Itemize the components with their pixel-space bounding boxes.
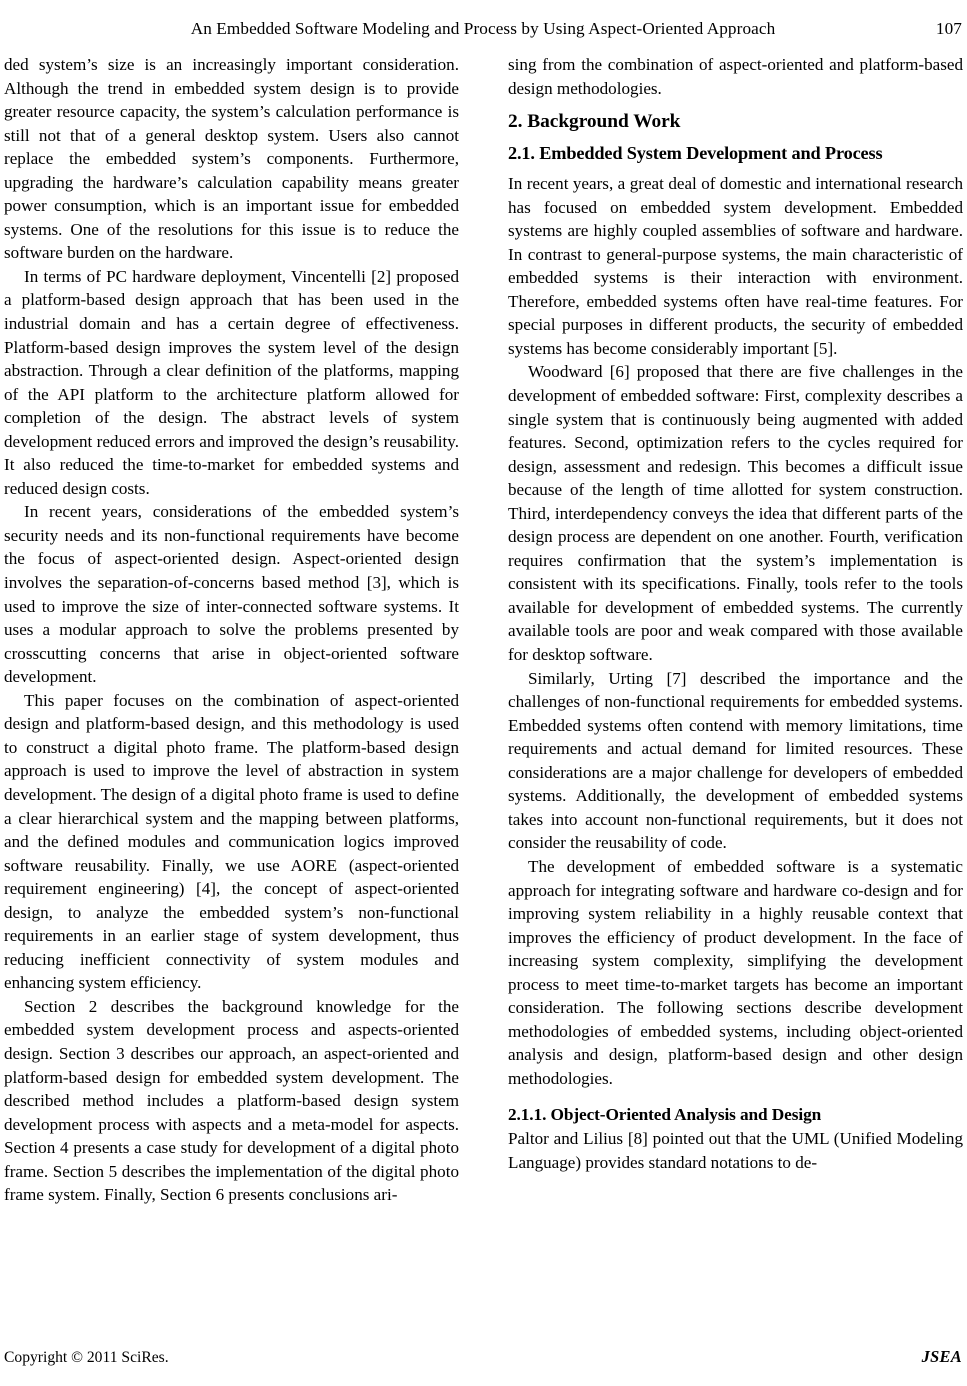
paragraph-p-continued-sing: sing from the combination of aspect-oriented and platform-based design methodologies. [508, 55, 963, 98]
paragraph-p-section-overview: Section 2 describes the background knowledge for the embedded system development process and aspects-oriented design. Section 3 describes our approach, an aspect-oriented and platform-based design for embedded system development. The described method includes a platform-based design system development process with aspects and a meta-model for aspects. Section 4 presents a case study for development of a digital photo frame. Section 5 describes the implementation of the digital photo frame system. Finally, Section 6 presents conclusions ari- [4, 996, 459, 1205]
paragraph-p-this-paper: This paper focuses on the combination of aspect-oriented design and platform-based design, and this methodology is used to construct a digital photo frame. The platform-based design approach is used to improve the level of abstraction in system development. The design of a digital photo frame is used to define a clear hierarchical system and the mapping between platforms, and the defined modules and communication logics improved software reusability. Finally, we use AORE (aspect-oriented requirement engineering) [4], the concept of aspect-oriented design, to analyze the embedded system’s non-functional requirements in an earlier stage of system development, thus reducing inefficient connectivity of system modules and enhancing system efficiency. [4, 690, 459, 993]
paragraph-p-urting: Similarly, Urting [7] described the importance and the challenges of non-functional requirements for embedded systems. Embedded systems often contend with memory limitations, time requirements and actual demand for limited resources. These considerations are a major challenge for developers of embedded systems. Additionally, the development of embedded systems takes into account non-functional requirements, but it does not consider the reusability of code. [508, 668, 963, 853]
subsubsection-heading-h-section-2-1-1: 2.1.1. Object-Oriented Analysis and Design [508, 1105, 822, 1125]
journal-abbreviation: JSEA [921, 1347, 962, 1366]
running-head-title: An Embedded Software Modeling and Process by Using Aspect-Oriented Approach [190, 19, 776, 38]
page-number: 107 [935, 19, 962, 38]
left-column [4, 53, 459, 1299]
paragraph-p-aspect-oriented: In recent years, considerations of the embedded system’s security needs and its non-functional requirements have become the focus of aspect-oriented design. Aspect-oriented design involves the separation-of-concerns based method [3], which is used to improve the size of inter-connected software systems. It uses a modular approach to solve the problems presented by crosscutting concerns that arise in object-oriented software development. [4, 502, 459, 687]
running-head [4, 18, 962, 40]
subsection-heading-h-section-2-1: 2.1. Embedded System Development and Process [508, 143, 883, 164]
paragraph-p-development-systematic: The development of embedded software is a systematic approach for integrating software and hardware co-design and for improving system reliability in a highly reusable context that improves the efficiency of product development. In the face of increasing system complexity, simplifying the development process to meet time-to-market targets has become an important consideration. The following sections describe development methodologies of embedded systems, including object-oriented analysis and design, platform-based design and other design methodologies. [508, 856, 963, 1088]
paragraph-p-woodward: Woodward [6] proposed that there are five challenges in the development of embedded software: First, complexity describes a single system that is continuously being augmented with added features. Second, optimization refers to the cycles required for design, assessment and redesign. This becomes a difficult issue because of the length of time allotted for system construction. Third, interdependency conveys the idea that different parts of the design process are dependent on one another. Fourth, verification requires confirmation that the system’s implementation is consistent with its specifications. Finally, tools refer to the tools available for development of embedded systems. The currently available tools are poor and weak compared with those available for desktop software. [508, 362, 963, 665]
paragraph-p-continued-size: ded system’s size is an increasingly important consideration. Although the trend in embedded system design is to provide greater resource capacity, the system’s calculation performance is still not that of a general desktop system. Users also cannot replace the embedded system’s components. Furthermore, upgrading the hardware’s calculation capability means greater power consumption, which is an important issue for embedded systems. One of the resolutions for this issue is to reduce the software burden on the hardware. [4, 55, 459, 263]
right-column [508, 53, 963, 1299]
paragraph-p-recent-years: In recent years, a great deal of domestic and international research has focused on embedded system development. Embedded systems are highly coupled assemblies of software and hardware. In contrast to general-purpose systems, the main characteristic of embedded systems is their interaction with environment. Therefore, embedded systems often have real-time features. For special purposes in different products, the security of embedded systems has become considerably important [5]. [508, 174, 963, 358]
body-columns [4, 53, 963, 1299]
paragraph-p-paltor-lilius: Paltor and Lilius [8] pointed out that the UML (Unified Modeling Language) provides standard notations to de- [508, 1129, 963, 1172]
section-heading-h-section-2: 2. Background Work [508, 111, 681, 133]
copyright-notice: Copyright © 2011 SciRes. [4, 1349, 169, 1366]
page-footer [4, 1346, 962, 1368]
paragraph-p-vincentelli: In terms of PC hardware deployment, Vincentelli [2] proposed a platform-based design approach that has been used in the industrial domain and has a certain degree of effectiveness. Platform-based design improves the system level of the design abstraction. Through a clear definition of the platforms, mapping of the API platform to the architecture platform allowed for completion of the design. The abstract levels of system development reduced errors and improved the design’s reusability. It also reduced the time-to-market for embedded systems and reduced design costs. [4, 266, 459, 498]
